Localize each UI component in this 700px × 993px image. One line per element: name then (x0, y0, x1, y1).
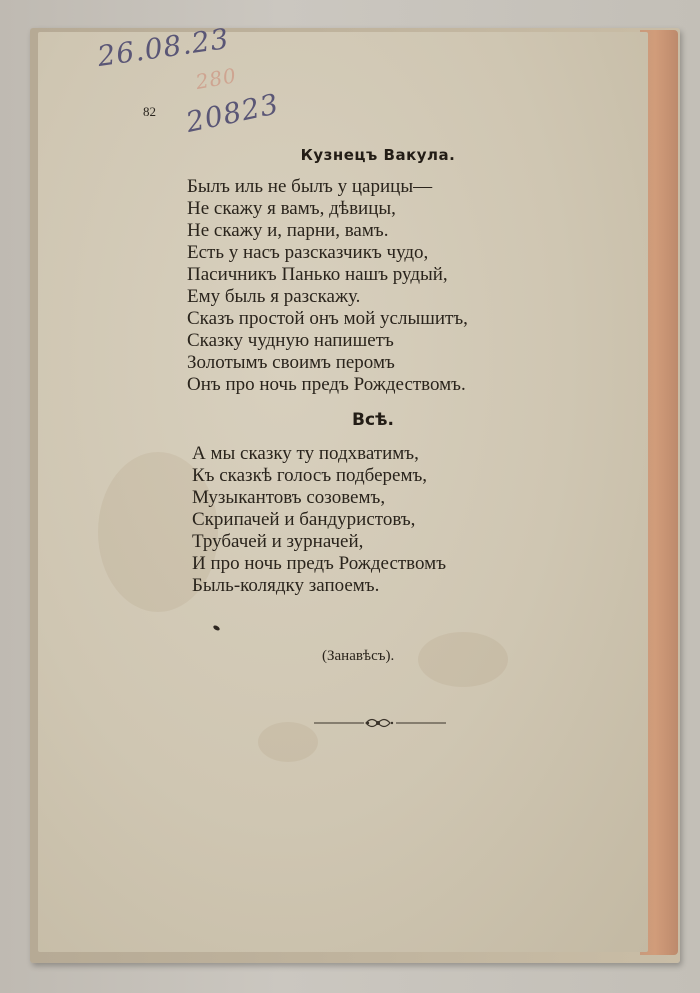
verse-line: А мы сказку ту подхватимъ, (192, 443, 419, 464)
verse-line: Не скажу я вамъ, дѣвицы, (187, 198, 396, 219)
verse-line: Трубачей и зурначей, (192, 531, 364, 552)
verse-block-1 (187, 176, 468, 396)
verse-line: Не скажу и, парни, вамъ. (187, 220, 389, 241)
chorus-heading: Всѣ. (352, 410, 395, 430)
stage-direction: (Занавѣсъ). (322, 648, 395, 664)
verse-line: И про ночь предъ Рождествомъ (192, 553, 447, 574)
verse-line: Сказъ простой онъ мой услышитъ, (187, 308, 468, 329)
book-page (38, 21, 648, 952)
handwritten-note-faded: 280 (193, 63, 239, 94)
verse-line: Скрипачей и бандуристовъ, (192, 509, 416, 530)
verse-line: Къ сказкѣ голосъ подберемъ, (192, 465, 428, 486)
paper-stain (258, 722, 318, 762)
tailpiece-flourish-icon (312, 713, 448, 733)
verse-line: Былъ иль не былъ у царицы— (187, 176, 433, 197)
handwritten-note: 26.08.23 (95, 21, 232, 73)
page-title: Кузнецъ Вакула. (300, 146, 456, 164)
verse-line: Есть у насъ разсказчикъ чудо, (187, 242, 429, 263)
handwritten-note: 20823 (183, 87, 283, 139)
verse-line: Музыкантовъ созовемъ, (192, 487, 386, 508)
verse-line: Золотымъ своимъ перомъ (187, 352, 395, 373)
ink-mark (212, 625, 220, 632)
verse-line: Ему быль я разскажу. (187, 286, 361, 307)
paper-stain (418, 632, 508, 687)
verse-line: Онъ про ночь предъ Рождествомъ. (187, 374, 466, 395)
verse-block-2 (192, 443, 446, 597)
verse-line: Быль-колядку запоемъ. (192, 575, 380, 596)
verse-line: Пасичникъ Панько нашъ рудый, (187, 264, 448, 285)
page-number: 82 (143, 104, 156, 119)
verse-line: Сказку чудную напишетъ (187, 330, 394, 351)
